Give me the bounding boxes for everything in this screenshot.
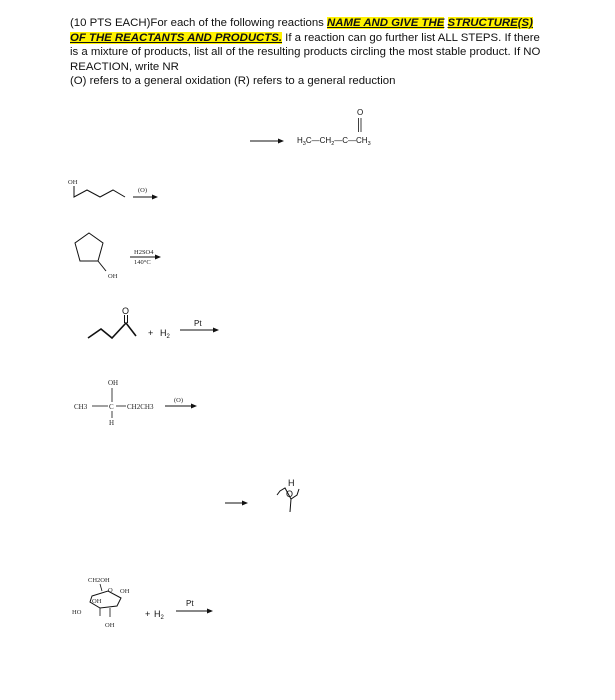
reaction-7-anomeric-oh: OH [120, 588, 130, 595]
reaction-7-plus: + [145, 609, 151, 619]
reaction-3 [75, 233, 160, 280]
reaction-7-oh-2: OH [92, 598, 102, 605]
reaction-6-aldehyde-h: H [288, 478, 295, 488]
reaction-4-plus: + [148, 328, 154, 338]
instructions-tail: If a reaction can go further list ALL STEPS. If there is a mixture of products, list all of the resulting products circling the most stable product. If NO REACTION, write NR [70, 31, 541, 73]
reaction-7-ch2oh-bond [100, 584, 102, 591]
reaction-6-aldehyde-o: O [286, 489, 294, 499]
reaction-4-reagent: Pt [194, 319, 202, 328]
reaction-1-carbonyl-o: O [357, 108, 364, 117]
reaction-7-h2: $H_2$ [154, 609, 164, 621]
reaction-7-top-group: CH2OH [88, 577, 110, 584]
reaction-4 [88, 306, 218, 340]
reaction-7-ring-o: O [108, 587, 113, 594]
reaction-6-branch [290, 499, 291, 512]
reaction-7-reagent: Pt [186, 599, 194, 608]
instructions-lead: (10 PTS EACH)For each of the following reactions [70, 17, 328, 29]
reaction-3-ch2-bond [98, 261, 106, 271]
reaction-5-top-group: OH [108, 379, 119, 387]
reaction-5-bottom-group: H [109, 419, 115, 427]
instructions-oxidation-reduction: (O) refers to a general oxidation (R) refers to a general reduction [70, 75, 396, 88]
reaction-3-reagent-top: H2SO4 [134, 249, 154, 256]
reaction-5-right-group: CH2CH3 [127, 403, 154, 411]
reaction-2 [68, 179, 157, 197]
reaction-6 [225, 478, 299, 512]
reaction-4-h2: $H_2$ [160, 328, 170, 340]
reaction-3-oh-label: OH [108, 273, 118, 280]
highlight-name-and-give: NAME AND GIVE THE [327, 17, 445, 29]
reaction-5-center-carbon: C [109, 403, 114, 411]
reaction-4-carbonyl-o: O [122, 306, 130, 316]
reaction-2-oh-label: OH [68, 179, 78, 186]
reaction-7 [72, 577, 212, 629]
reaction-5-reagent: (O) [174, 397, 184, 404]
reaction-3-reagent-bottom: 140°C [134, 259, 151, 266]
reaction-5 [74, 379, 196, 427]
reaction-5-left-group: CH3 [74, 403, 88, 411]
reaction-2-skeleton [74, 186, 125, 197]
reaction-2-reagent: (O) [138, 187, 148, 194]
reaction-7-oh-4: OH [105, 622, 115, 629]
reaction-7-oh-3: HO [72, 609, 82, 616]
reaction-4-skeleton [88, 323, 136, 338]
reaction-1 [250, 108, 371, 147]
reaction-1-product-formula: $H_3C—CH_2—C—CH_3$ [297, 136, 371, 147]
reaction-3-cyclopentane-ring [75, 233, 103, 261]
highlight-structures: STRUCTURE(S) OF THE REACTANTS AND PRODUCTS. [70, 17, 533, 44]
